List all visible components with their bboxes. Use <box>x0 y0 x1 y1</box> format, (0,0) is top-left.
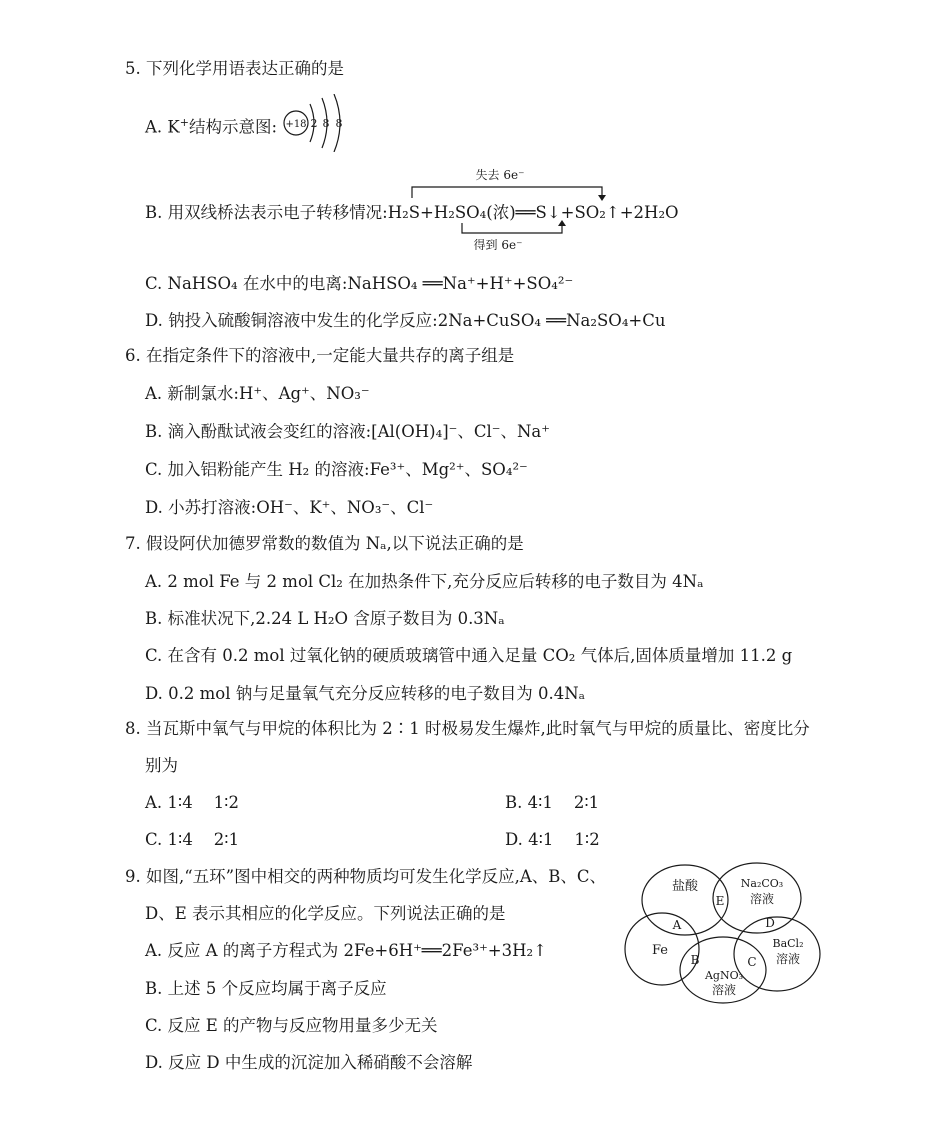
five-ring-diagram <box>620 858 830 1004</box>
q8-stem-line1: 8. 当瓦斯中氧气与甲烷的体积比为 2∶1 时极易发生爆炸,此时氧气与甲烷的质量比、密度比分 <box>125 719 810 738</box>
nucleus-charge: +18 <box>285 119 307 130</box>
q5-option-d: D. 钠投入硫酸铜溶液中发生的化学反应:2Na+CuSO₄ ══Na₂SO₄+Cu <box>145 311 666 330</box>
q6-option-b: B. 滴入酚酞试液会变红的溶液:[Al(OH)₄]⁻、Cl⁻、Na⁺ <box>145 422 550 441</box>
bacl2-label-1: BaCl₂ <box>772 937 804 950</box>
q8-option-d: D. 4∶1 1∶2 <box>505 830 600 849</box>
q7-option-b: B. 标准状况下,2.24 L H₂O 含原子数目为 0.3Nₐ <box>145 609 505 628</box>
reaction-label-d: D <box>765 916 775 930</box>
reaction-label-a: A <box>672 918 682 932</box>
q7-option-c: C. 在含有 0.2 mol 过氧化钠的硬质玻璃管中通入足量 CO₂ 气体后,固体质量增加 11.2 g <box>145 646 793 665</box>
shell-electrons-3: 8 <box>335 117 343 130</box>
q9-option-b: B. 上述 5 个反应均属于离子反应 <box>145 979 387 998</box>
reaction-label-c: C <box>747 955 757 969</box>
fe-label: Fe <box>651 943 669 958</box>
bacl2-label-2: 溶液 <box>775 952 801 966</box>
bridge-top-line <box>412 187 602 198</box>
q9-stem-line2: D、E 表示其相应的化学反应。下列说法正确的是 <box>145 904 506 923</box>
agno3-label-1: AgNO₃ <box>704 969 744 982</box>
reaction-label-e: E <box>715 894 725 908</box>
bridge-top-label: 失去 6e⁻ <box>475 168 525 182</box>
bridge-bottom-label: 得到 6e⁻ <box>473 238 523 250</box>
q8-stem-line2: 别为 <box>145 756 178 775</box>
q6-stem: 6. 在指定条件下的溶液中,一定能大量共存的离子组是 <box>125 346 515 365</box>
q8-option-c: C. 1∶4 2∶1 <box>145 830 240 849</box>
redox-equation: H₂S+H₂SO₄(浓)══S↓+SO₂↑+2H₂O <box>387 203 679 222</box>
q8-option-a: A. 1∶4 1∶2 <box>145 793 239 812</box>
na2co3-label-2: 溶液 <box>749 892 775 906</box>
shell-electrons-1: 2 <box>310 117 318 130</box>
q6-option-a: A. 新制氯水:H⁺、Ag⁺、NO₃⁻ <box>145 384 370 403</box>
atom-structure-diagram <box>278 94 358 152</box>
q9-stem-line1: 9. 如图,“五环”图中相交的两种物质均可发生化学反应,A、B、C、 <box>125 867 607 886</box>
q5-option-b: B. 用双线桥法表示电子转移情况:H₂S+H₂SO₄(浓)══S↓+SO₂↑+2H₂O <box>145 203 679 222</box>
bridge-bottom-line <box>462 223 562 233</box>
q5-option-a: A. K+结构示意图: <box>145 116 278 137</box>
q6-option-c: C. 加入铝粉能产生 H₂ 的溶液:Fe³⁺、Mg²⁺、SO₄²⁻ <box>145 460 528 479</box>
reaction-label-b: B <box>690 953 700 967</box>
bridge-top-arrow <box>598 195 606 201</box>
q5-option-c: C. NaHSO₄ 在水中的电离:NaHSO₄ ══Na⁺+H⁺+SO₄²⁻ <box>145 274 574 293</box>
q7-option-a: A. 2 mol Fe 与 2 mol Cl₂ 在加热条件下,充分反应后转移的电子数目为 4Nₐ <box>145 572 704 591</box>
shell-electrons-2: 8 <box>322 117 330 130</box>
agno3-label-2: 溶液 <box>711 983 737 997</box>
q6-option-d: D. 小苏打溶液:OH⁻、K⁺、NO₃⁻、Cl⁻ <box>145 498 434 517</box>
q9-option-d: D. 反应 D 中生成的沉淀加入稀硝酸不会溶解 <box>145 1053 473 1072</box>
q9-option-c: C. 反应 E 的产物与反应物用量多少无关 <box>145 1016 438 1035</box>
q9-option-a: A. 反应 A 的离子方程式为 2Fe+6H⁺══2Fe³⁺+3H₂↑ <box>145 941 547 960</box>
hcl-label: 盐酸 <box>671 879 699 894</box>
na2co3-label-1: Na₂CO₃ <box>740 877 784 890</box>
q7-stem: 7. 假设阿伏加德罗常数的数值为 Nₐ,以下说法正确的是 <box>125 534 524 553</box>
q7-option-d: D. 0.2 mol 钠与足量氧气充分反应转移的电子数目为 0.4Nₐ <box>145 684 586 703</box>
q5-stem: 5. 下列化学用语表达正确的是 <box>125 59 344 78</box>
q8-option-b: B. 4∶1 2∶1 <box>505 793 600 812</box>
